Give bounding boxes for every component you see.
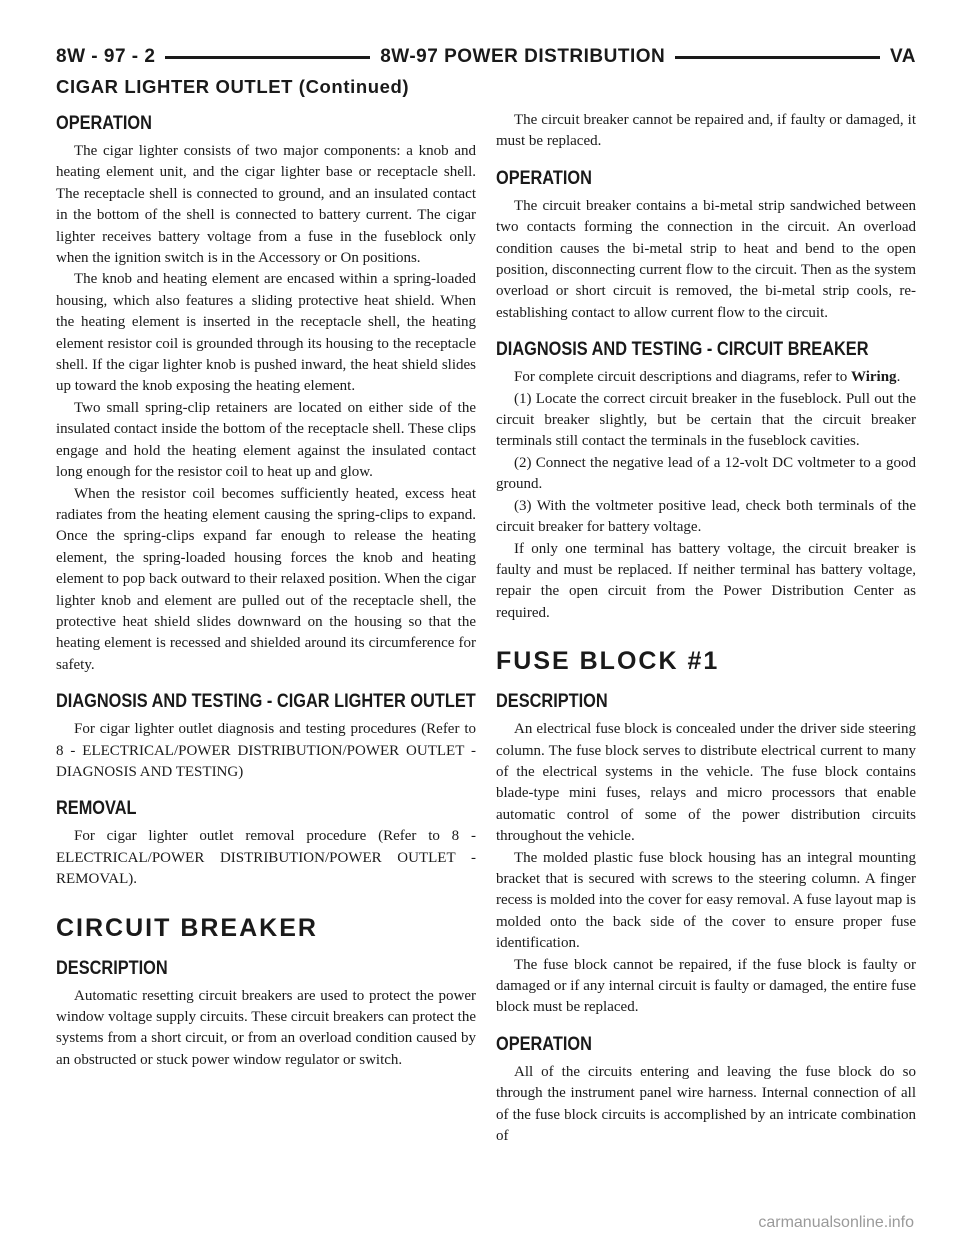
right-column [496, 108, 916, 1147]
heading-operation: OPERATION [496, 1033, 592, 1055]
page-header [56, 44, 916, 70]
heading-operation: OPERATION [56, 113, 152, 134]
heading-diagnosis-cigar-lighter: DIAGNOSIS AND TESTING - CIGAR LIGHTER OUTLET [56, 691, 476, 713]
paragraph: Two small spring-clip retainers are located on either side of the insulated contact inside the bottom of the receptacle shell. These clips engage and hold the heating element against the insulated contact long enough for the resistor coil to heat up and glow. [56, 399, 476, 481]
paragraph: (1) Locate the correct circuit breaker in the fuseblock. Pull out the circuit breaker slightly, but be certain that the circuit breaker terminals still contact the terminals in the fuseblock cavities. [496, 390, 916, 450]
paragraph: (2) Connect the negative lead of a 12-volt DC voltmeter to a good ground. [496, 454, 916, 493]
continued-title: CIGAR LIGHTER OUTLET (Continued) [56, 76, 410, 97]
section-heading-fuse-block: FUSE BLOCK #1 [496, 647, 720, 676]
text-run: For complete circuit descriptions and diagrams, refer to [514, 369, 851, 386]
paragraph: The circuit breaker contains a bi-metal strip sandwiched between two contacts forming the connection in the circuit. An overload condition causes the bi-metal strip to heat and bend to the open position, disconnecting current flow to the circuit. Then as the system overload or short circuit is removed, the bi-metal strip cools, re-establishing contact to allow current flow to the circuit. [496, 197, 916, 321]
header-rule-left [165, 56, 370, 59]
paragraph: All of the circuits entering and leaving the fuse block do so through the instrument panel wire harness. Internal connection of all of the fuse block circuits is accomplished by an intricate combination of [496, 1063, 916, 1145]
heading-diagnosis-circuit-breaker: DIAGNOSIS AND TESTING - CIRCUIT BREAKER [496, 339, 869, 361]
section-heading-circuit-breaker: CIRCUIT BREAKER [56, 913, 318, 942]
heading-removal: REMOVAL [56, 798, 137, 820]
heading-description: DESCRIPTION [496, 691, 608, 713]
paragraph: If only one terminal has battery voltage, the circuit breaker is faulty and must be replaced. If neither terminal has battery voltage, repair the open circuit from the Power Distribution Center as required. [496, 540, 916, 621]
paragraph: The cigar lighter consists of two major components: a knob and heating element unit, and the cigar lighter base or receptacle shell. The receptacle shell is connected to ground, and an insulated contact in the bottom of the shell is connected to battery current. The cigar lighter receives battery voltage from a fuse in the fuseblock only when the ignition switch is in the Accessory or On positions. [56, 143, 476, 267]
paragraph: For cigar lighter outlet removal procedure (Refer to 8 - ELECTRICAL/POWER DISTRIBUTION/POWER OUTLET - REMOVAL). [56, 828, 476, 888]
paragraph: When the resistor coil becomes sufficiently heated, excess heat radiates from the heating element causing the spring-clips to expand. Once the spring-clips expand far enough to release the heating element, the spring-loaded housing forces the knob and heating element to pop back outward to their relaxed position. When the cigar lighter knob and element are pulled out of the receptacle shell, the protective heat shield slides downward on the housing so that the heating element is recessed and shielded around its circumference for safety. [56, 485, 476, 673]
paragraph [496, 367, 916, 388]
section-title: 8W-97 POWER DISTRIBUTION [380, 46, 666, 67]
watermark: carmanualsonline.info [758, 1214, 914, 1231]
paragraph: (3) With the voltmeter positive lead, check both terminals of the circuit breaker for battery voltage. [496, 497, 916, 536]
paragraph: An electrical fuse block is concealed under the driver side steering column. The fuse block serves to distribute electrical current to many of the electrical systems in the vehicle. The fuse block contains blade-type mini fuses, relays and micro processors that enable automatic control of some of the power distribution circuits throughout the vehicle. [496, 721, 916, 845]
page-number: 8W - 97 - 2 [56, 46, 156, 67]
wiring-reference: Wiring [850, 369, 897, 386]
paragraph: Automatic resetting circuit breakers are used to protect the power window voltage supply circuits. These circuit breakers can protect the systems from a short circuit, or from an overload condition caused by an obstructed or stuck power window regulator or switch. [56, 987, 476, 1068]
paragraph: The fuse block cannot be repaired, if the fuse block is faulty or damaged or if any internal circuit is faulty or damaged, the entire fuse block must be replaced. [496, 956, 916, 1016]
header-rule-right [675, 56, 880, 59]
paragraph: The knob and heating element are encased within a spring-loaded housing, which also features a sliding protective heat shield. When the heating element is inserted in the receptacle shell, the heating element resistor coil is grounded through its housing to the receptacle shell. If the cigar lighter knob is pushed inward, the heat shield slides up toward the knob exposing the heating element. [56, 271, 476, 395]
paragraph: The circuit breaker cannot be repaired and, if faulty or damaged, it must be replaced. [496, 112, 916, 150]
heading-description: DESCRIPTION [56, 957, 168, 979]
model-code: VA [890, 46, 916, 67]
text-run: . [896, 369, 901, 386]
left-column [56, 108, 476, 1071]
heading-operation: OPERATION [496, 167, 592, 189]
paragraph: The molded plastic fuse block housing has an integral mounting bracket that is secured with screws to the steering column. A finger recess is molded into the cover for easy removal. A fuse layout map is molded onto the back side of the cover to ensure proper fuse identification. [496, 849, 916, 952]
paragraph: For cigar lighter outlet diagnosis and testing procedures (Refer to 8 - ELECTRICAL/POWER DISTRIBUTION/POWER OUTLET - DIAGNOSIS AND TESTING) [56, 721, 476, 780]
